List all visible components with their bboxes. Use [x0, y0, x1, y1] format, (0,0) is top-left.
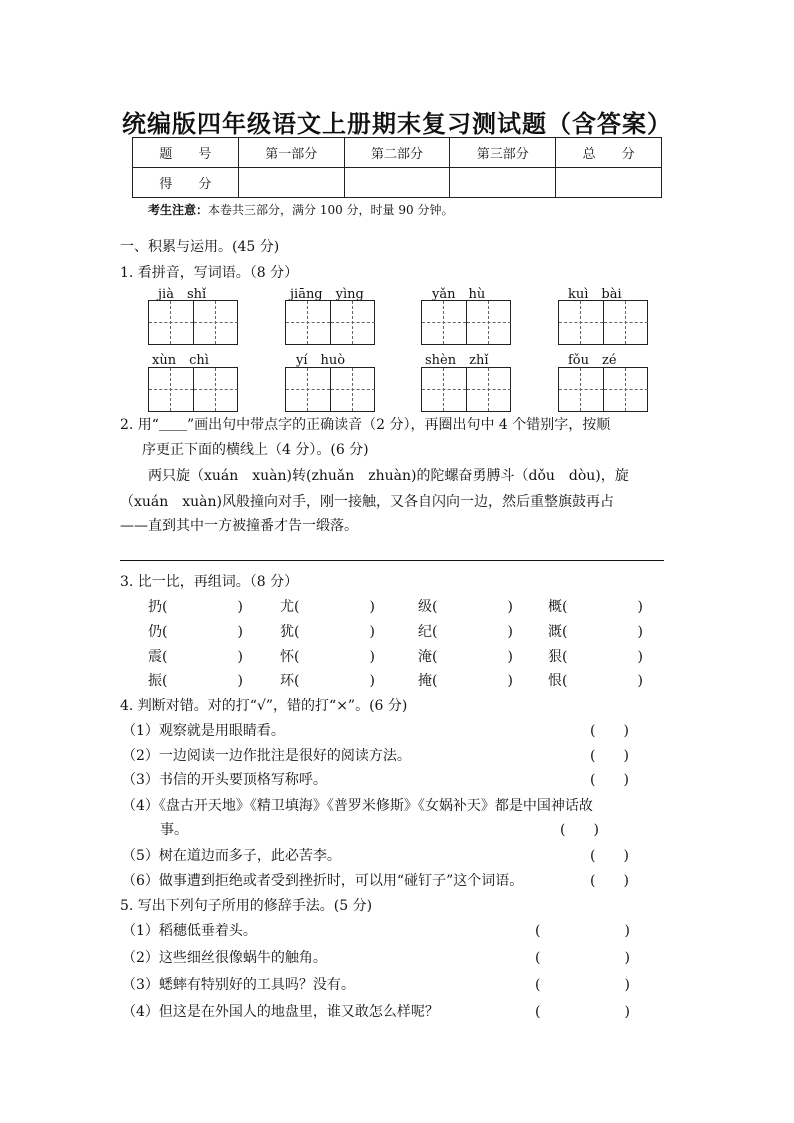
- page-title: 统编版四年级语文上册期末复习测试题（含答案）: [122, 110, 672, 138]
- judgment-item: （2）一边阅读一边作批注是很好的阅读方法。: [122, 748, 411, 764]
- rhetoric-item: （2）这些细丝很像蜗牛的触角。: [122, 950, 327, 966]
- rhetoric-item: （1）稻穗低垂着头。: [122, 923, 257, 939]
- answer-paren[interactable]: ( ): [590, 873, 629, 889]
- judgment-item: （5）树在道边而多子，此必苦李。: [122, 848, 341, 864]
- question-5-title: 5. 写出下列句子所用的修辞手法。(5 分): [120, 898, 373, 914]
- word-group-item[interactable]: 淹( ): [418, 649, 513, 665]
- grid-cell[interactable]: [466, 301, 510, 344]
- word-group-item[interactable]: 级( ): [418, 599, 513, 615]
- answer-paren[interactable]: ( ): [535, 977, 630, 993]
- grid-cell[interactable]: [422, 368, 466, 411]
- answer-paren[interactable]: ( ): [590, 772, 629, 788]
- grid-cell[interactable]: [330, 301, 374, 344]
- grid-cell[interactable]: [286, 301, 330, 344]
- grid-cell[interactable]: [603, 301, 647, 344]
- word-group-item[interactable]: 震( ): [148, 649, 243, 665]
- grid-cell[interactable]: [466, 368, 510, 411]
- answer-paren[interactable]: ( ): [560, 822, 599, 838]
- score-field[interactable]: [344, 168, 450, 198]
- question-2-line: 2. 用“＿＿”画出句中带点字的正确读音（2 分），再圈出句中 4 个错别字，按顺: [120, 417, 611, 433]
- judgment-item: （1）观察就是用眼睛看。: [122, 723, 285, 739]
- grid-cell[interactable]: [422, 301, 466, 344]
- question-1-title: 1. 看拼音，写词语。（8 分）: [120, 265, 299, 281]
- rhetoric-item: （4）但这是在外国人的地盘里，谁又敢怎么样呢？: [122, 1004, 439, 1020]
- answer-paren[interactable]: ( ): [590, 848, 629, 864]
- tianzi-grid[interactable]: [285, 367, 375, 412]
- answer-paren[interactable]: ( ): [535, 950, 630, 966]
- table-cell: 第三部分: [450, 138, 556, 168]
- answer-line[interactable]: [120, 560, 664, 561]
- answer-paren[interactable]: ( ): [535, 1004, 630, 1020]
- pinyin-label: xùn chì: [152, 353, 209, 368]
- grid-cell[interactable]: [330, 368, 374, 411]
- word-group-item[interactable]: 环( ): [280, 673, 375, 689]
- word-group-item[interactable]: 振( ): [148, 673, 243, 689]
- score-table-header-row: [133, 138, 662, 168]
- grid-cell[interactable]: [149, 301, 193, 344]
- score-field[interactable]: [238, 168, 344, 198]
- score-field[interactable]: [556, 168, 662, 198]
- answer-paren[interactable]: ( ): [535, 923, 630, 939]
- section-heading: 一、积累与运用。(45 分): [120, 239, 280, 255]
- tianzi-grid[interactable]: [148, 300, 238, 345]
- judgment-item-continued: 事。: [160, 822, 188, 838]
- tianzi-grid[interactable]: [558, 367, 648, 412]
- judgment-item: （4）《盘古开天地》《精卫填海》《普罗米修斯》《女娲补天》都是中国神话故: [122, 798, 593, 814]
- answer-paren[interactable]: ( ): [590, 748, 629, 764]
- exam-notice: [148, 201, 453, 218]
- word-group-item[interactable]: 仍( ): [148, 624, 243, 640]
- score-table: [132, 137, 662, 198]
- word-group-item[interactable]: 怀( ): [280, 649, 375, 665]
- notice-label: 考生注意：: [148, 203, 209, 217]
- word-group-item[interactable]: 掩( ): [418, 673, 513, 689]
- rhetoric-item: （3）蟋蟀有特别好的工具吗？没有。: [122, 977, 355, 993]
- word-group-item[interactable]: 尤( ): [280, 599, 375, 615]
- pinyin-label: kuì bài: [568, 287, 622, 302]
- table-cell: 总 分: [556, 138, 662, 168]
- tianzi-grid[interactable]: [421, 300, 511, 345]
- word-group-item[interactable]: 狠( ): [548, 649, 643, 665]
- passage-line: 两只旋（xuán xuàn)转(zhuǎn zhuàn)的陀螺奋勇膊斗（dǒu dòu)，旋: [148, 468, 629, 484]
- grid-cell[interactable]: [559, 368, 603, 411]
- passage-line: （xuán xuàn)风般撞向对手，刚一接触，又各自闪向一边，然后重整旗鼓再占: [120, 494, 615, 510]
- notice-text: 本卷共三部分，满分 100 分，时量 90 分钟。: [208, 203, 454, 217]
- question-3-title: 3. 比一比，再组词。（8 分）: [120, 574, 299, 590]
- word-group-item[interactable]: 溉( ): [548, 624, 643, 640]
- table-cell: 得 分: [133, 168, 239, 198]
- tianzi-grid[interactable]: [558, 300, 648, 345]
- word-group-item[interactable]: 恨( ): [548, 673, 643, 689]
- passage-line: ——直到其中一方被撞番才告一缎落。: [120, 518, 358, 534]
- word-group-item[interactable]: 犹( ): [280, 624, 375, 640]
- pinyin-label: yí huò: [296, 353, 346, 368]
- grid-cell[interactable]: [193, 301, 237, 344]
- pinyin-label: jiāng yìng: [290, 287, 364, 302]
- word-group-item[interactable]: 概( ): [548, 599, 643, 615]
- grid-cell[interactable]: [193, 368, 237, 411]
- grid-cell[interactable]: [603, 368, 647, 411]
- pinyin-label: fǒu zé: [568, 353, 617, 368]
- word-group-item[interactable]: 扔( ): [148, 599, 243, 615]
- table-cell: 第二部分: [344, 138, 450, 168]
- pinyin-label: shèn zhǐ: [425, 353, 489, 368]
- judgment-item: （3）书信的开头要顶格写称呼。: [122, 772, 327, 788]
- grid-cell[interactable]: [286, 368, 330, 411]
- pinyin-label: jià shǐ: [158, 287, 207, 302]
- question-4-title: 4. 判断对错。对的打“√”，错的打“×”。(6 分): [120, 698, 408, 714]
- table-cell: 题 号: [133, 138, 239, 168]
- question-2-line: 序更正下面的横线上（4 分）。(6 分): [142, 442, 369, 458]
- table-cell: 第一部分: [238, 138, 344, 168]
- pinyin-label: yǎn hù: [432, 287, 486, 302]
- score-field[interactable]: [450, 168, 556, 198]
- word-group-item[interactable]: 纪( ): [418, 624, 513, 640]
- judgment-item: （6）做事遭到拒绝或者受到挫折时，可以用“碰钉子”这个词语。: [122, 873, 524, 889]
- tianzi-grid[interactable]: [285, 300, 375, 345]
- tianzi-grid[interactable]: [421, 367, 511, 412]
- answer-paren[interactable]: ( ): [590, 723, 629, 739]
- grid-cell[interactable]: [149, 368, 193, 411]
- score-table-score-row: [133, 168, 662, 198]
- tianzi-grid[interactable]: [148, 367, 238, 412]
- grid-cell[interactable]: [559, 301, 603, 344]
